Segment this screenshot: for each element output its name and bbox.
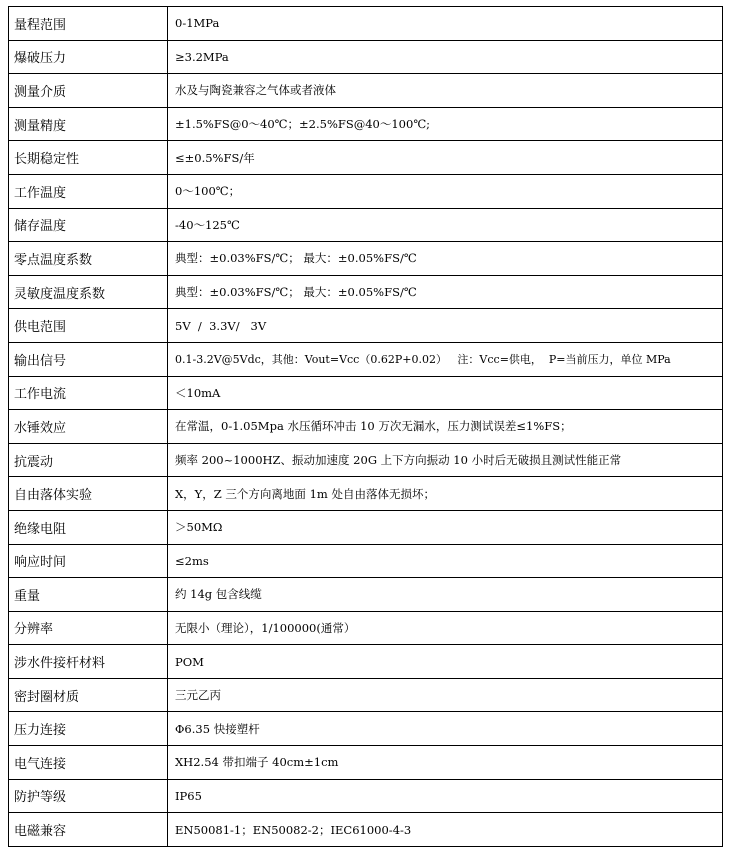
spec-label: 涉水件接杆材料 [9, 645, 168, 679]
spec-value: EN50081-1；EN50082-2；IEC61000-4-3 [168, 813, 723, 847]
table-row [9, 275, 723, 309]
table-row [9, 40, 723, 74]
table-row [9, 611, 723, 645]
spec-value: 典型：±0.03%FS/℃； 最大：±0.05%FS/℃ [168, 275, 723, 309]
spec-value: 5V / 3.3V/ 3V [168, 309, 723, 343]
spec-value: 频率 200~1000HZ、振动加速度 20G 上下方向振动 10 小时后无破损且测试性能正常 [168, 443, 723, 477]
spec-value: 典型：±0.03%FS/℃； 最大：±0.05%FS/℃ [168, 242, 723, 276]
table-row [9, 678, 723, 712]
table-row [9, 544, 723, 578]
spec-label: 电磁兼容 [9, 813, 168, 847]
spec-label: 量程范围 [9, 7, 168, 41]
spec-value: ≤±0.5%FS/年 [168, 141, 723, 175]
spec-value: ±1.5%FS@0～40℃；±2.5%FS@40～100℃; [168, 107, 723, 141]
spec-value: -40～125℃ [168, 208, 723, 242]
table-row [9, 342, 723, 376]
spec-label: 工作温度 [9, 174, 168, 208]
spec-value: 无限小（理论），1/100000(通常） [168, 611, 723, 645]
table-row [9, 74, 723, 108]
spec-value: ≤2ms [168, 544, 723, 578]
spec-value: 0～100℃； [168, 174, 723, 208]
spec-value: X，Y，Z 三个方向离地面 1m 处自由落体无损坏； [168, 477, 723, 511]
spec-value: Φ6.35 快接塑杆 [168, 712, 723, 746]
spec-label: 防护等级 [9, 779, 168, 813]
spec-label: 灵敏度温度系数 [9, 275, 168, 309]
table-row [9, 7, 723, 41]
spec-label: 水锤效应 [9, 410, 168, 444]
spec-label: 供电范围 [9, 309, 168, 343]
table-row [9, 443, 723, 477]
table-row [9, 376, 723, 410]
spec-label: 自由落体实验 [9, 477, 168, 511]
table-row [9, 779, 723, 813]
spec-label: 输出信号 [9, 342, 168, 376]
spec-value: 在常温，0-1.05Mpa 水压循环冲击 10 万次无漏水，压力测试误差≤1%FS； [168, 410, 723, 444]
spec-label: 压力连接 [9, 712, 168, 746]
spec-value: ＜10mA [168, 376, 723, 410]
spec-label: 测量介质 [9, 74, 168, 108]
spec-value: 约 14g 包含线缆 [168, 578, 723, 612]
spec-label: 密封圈材质 [9, 678, 168, 712]
table-row [9, 813, 723, 847]
spec-label: 储存温度 [9, 208, 168, 242]
spec-label: 重量 [9, 578, 168, 612]
spec-value: ＞50MΩ [168, 510, 723, 544]
spec-label: 抗震动 [9, 443, 168, 477]
table-row [9, 410, 723, 444]
table-row [9, 712, 723, 746]
table-row [9, 746, 723, 780]
spec-table-body [9, 7, 723, 847]
table-row [9, 477, 723, 511]
spec-label: 电气连接 [9, 746, 168, 780]
spec-value: 三元乙丙 [168, 678, 723, 712]
spec-label: 响应时间 [9, 544, 168, 578]
table-row [9, 309, 723, 343]
spec-label: 分辨率 [9, 611, 168, 645]
spec-value: 0-1MPa [168, 7, 723, 41]
table-row [9, 510, 723, 544]
table-row [9, 174, 723, 208]
spec-value: 0.1-3.2V@5Vdc，其他：Vout=Vcc（0.62P+0.02） 注：Vcc=供电， P=当前压力，单位 MPa [168, 342, 723, 376]
table-row [9, 645, 723, 679]
spec-label: 爆破压力 [9, 40, 168, 74]
spec-label: 零点温度系数 [9, 242, 168, 276]
table-row [9, 242, 723, 276]
spec-label: 绝缘电阻 [9, 510, 168, 544]
spec-value: XH2.54 带扣端子 40cm±1cm [168, 746, 723, 780]
table-row [9, 141, 723, 175]
spec-table [8, 6, 723, 847]
spec-value: IP65 [168, 779, 723, 813]
spec-value: 水及与陶瓷兼容之气体或者液体 [168, 74, 723, 108]
table-row [9, 208, 723, 242]
spec-label: 测量精度 [9, 107, 168, 141]
spec-label: 长期稳定性 [9, 141, 168, 175]
spec-label: 工作电流 [9, 376, 168, 410]
table-row [9, 578, 723, 612]
spec-value: POM [168, 645, 723, 679]
table-row [9, 107, 723, 141]
spec-value: ≥3.2MPa [168, 40, 723, 74]
